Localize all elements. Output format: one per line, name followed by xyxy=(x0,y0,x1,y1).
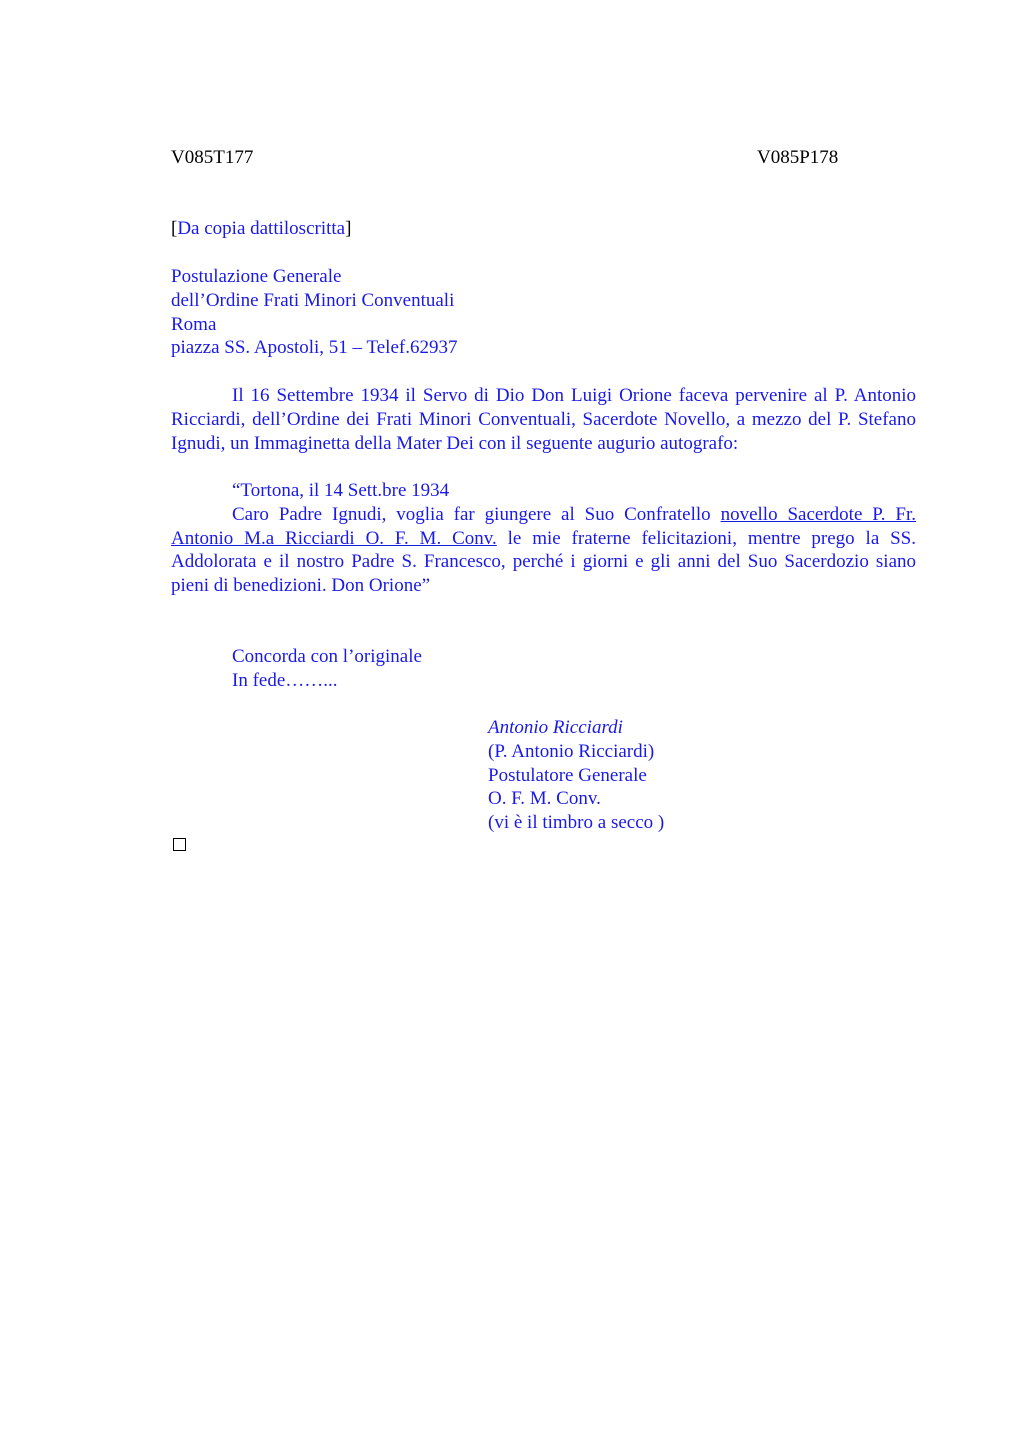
closing-faith-line: In fede……... xyxy=(232,669,338,691)
intro-paragraph: Il 16 Settembre 1934 il Servo di Dio Don Luigi Orione faceva pervenire al P. Antonio Ricciardi, dell’Ordine dei Frati Minori Conventuali, Sacerdote Novello, a mezzo del P. Stefano Ignudi, un Immaginetta della Mater Dei con il seguente augurio autografo: xyxy=(171,385,916,454)
letterhead-line-address: piazza SS. Apostoli, 51 – Telef.62937 xyxy=(171,337,458,359)
source-note-close-bracket: ] xyxy=(345,218,352,239)
signature-seal-note: (vi è il timbro a secco ) xyxy=(488,812,665,834)
source-note xyxy=(171,217,351,241)
letterhead-line-order: dell’Ordine Frati Minori Conventuali xyxy=(171,289,455,311)
right-reference-code: V085P178 xyxy=(757,147,839,168)
letterhead-line-office: Postulazione Generale xyxy=(171,266,342,287)
signature-order: O. F. M. Conv. xyxy=(488,788,601,810)
source-note-text: Da copia dattiloscritta xyxy=(177,218,346,239)
autograph-quote xyxy=(171,479,916,598)
signature-title: Postulatore Generale xyxy=(488,764,647,786)
closing-conformity-line: Concorda con l’originale xyxy=(232,646,422,667)
quote-body xyxy=(171,503,916,598)
letterhead-line-city: Roma xyxy=(171,313,217,335)
source-note-open-bracket: [ xyxy=(171,218,178,239)
quote-date-line: “Tortona, il 14 Sett.bre 1934 xyxy=(232,480,450,501)
left-reference-code: V085T177 xyxy=(171,147,254,168)
quote-body-start: Caro Padre Ignudi, voglia far giungere al Suo Confratello xyxy=(232,503,721,525)
signature-name-parenthetical: (P. Antonio Ricciardi) xyxy=(488,740,655,762)
empty-square-icon xyxy=(173,838,186,851)
certification-closing xyxy=(232,645,422,693)
signature-block xyxy=(488,716,664,835)
signature-name: Antonio Ricciardi xyxy=(488,717,623,738)
quote-body-end: le mie fraterne felicitazioni, mentre prego la SS. Addolorata e il nostro Padre S. Francesco, perché i giorni e gli anni del Suo Sacerdozio siano pieni di benedizioni. Don Orione” xyxy=(171,527,917,597)
letterhead xyxy=(171,265,457,360)
quote-underlined-recipient: novello Sacerdote P. Fr. Antonio M.a Ricciardi O. F. M. Conv. xyxy=(171,503,916,549)
